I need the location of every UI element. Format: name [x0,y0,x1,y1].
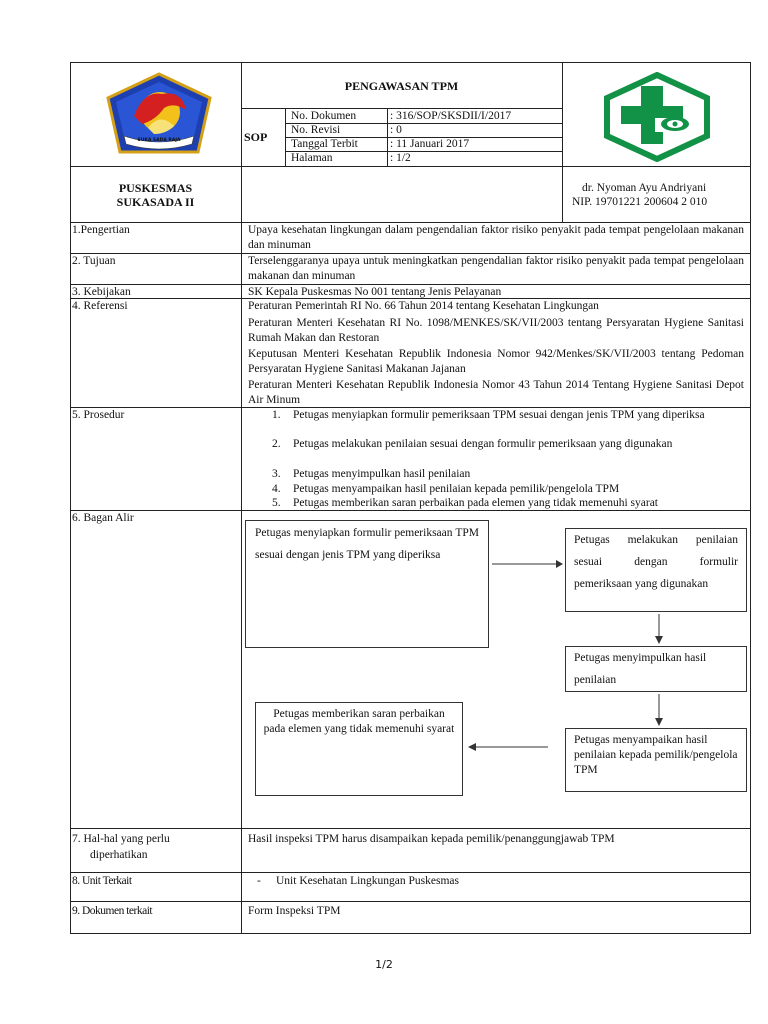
flow-box-text: Petugas menyimpulkan hasil penilaian [574,652,707,686]
page-number: 1/2 [375,958,393,971]
flow-arrow-down [652,692,666,728]
flow-box-text: Petugas memberikan saran perbaikan pada elemen yang tidak memenuhi syarat [263,708,455,735]
org-name-line1: PUSKESMAS [118,181,193,195]
page-label: Halaman [291,152,333,164]
step-number: 4. [272,483,281,495]
section-label-dokumen-terkait: 9. Dokumen terkait [72,905,153,917]
section-label-hal-hal-cont: diperhatikan [90,849,148,861]
doc-number-value: : 316/SOP/SKSDII/I/2017 [390,110,512,122]
bullet-dash: - [257,875,261,887]
section-label-unit-terkait: 8. Unit Terkait [72,875,132,887]
signer-nip: NIP. 19701221 200604 2 010 [572,196,708,208]
flow-box-assessment [565,528,747,612]
flow-box-text: Petugas menyampaikan hasil penilaian kepada pemilik/pengelola TPM [574,734,738,776]
section-text-pengertian: Upaya kesehatan lingkungan dalam pengendalian faktor risiko penyakit pada tempat pengelolaan makanan dan minuman [248,224,744,251]
section-label-bagan-alir: 6. Bagan Alir [72,512,134,524]
step-number: 1. [272,409,281,421]
step-text: Petugas melakukan penilaian sesuai dengan formulir pemeriksaan yang digunakan [293,438,673,450]
section-text-unit-terkait: Unit Kesehatan Lingkungan Puskesmas [276,875,460,887]
reference-item: Peraturan Menteri Kesehatan Republik Indonesia Nomor 43 Tahun 2014 Tentang Hygiene Sanitasi Depot Air Minum [248,379,744,406]
section-label-hal-hal: 7. Hal-hal yang perlu [72,833,170,845]
section-label-kebijakan: 3. Kebijakan [72,286,131,298]
page-value: : 1/2 [390,152,411,164]
sop-label: SOP [244,130,268,144]
section-text-tujuan: Terselenggaranya upaya untuk meningkatkan pengendalian faktor risiko penyakit pada tempat pengelolaan makanan dan minuman [248,255,744,282]
revision-value: : 0 [390,124,402,136]
document-title: PENGAWASAN TPM [344,79,459,93]
org-name-line2: SUKASADA II [116,195,195,209]
flow-box-recommendation [255,702,463,796]
reference-item: Keputusan Menteri Kesehatan Republik Indonesia Nomor 942/Menkes/SK/VII/2003 tentang Pedoman Persyaratan Hygiene Sanitasi Makanan Jajanan [248,348,744,375]
flow-box-report [565,728,747,792]
section-text-hal-hal: Hasil inspeksi TPM harus disampaikan kepada pemilik/penanggungjawab TPM [248,833,615,845]
section-label-referensi: 4. Referensi [72,300,128,312]
flow-box-prepare-form [245,520,489,648]
step-number: 3. [272,468,281,480]
puskesmas-logo [601,72,713,162]
section-label-prosedur: 5. Prosedur [72,409,125,421]
step-number: 2. [272,438,281,450]
step-number: 5. [272,497,281,509]
revision-label: No. Revisi [291,124,341,136]
reference-item: Peraturan Menteri Kesehatan RI No. 1098/MENKES/SK/VII/2003 tentang Persyaratan Hygiene Sanitasi Rumah Makan dan Restoran [248,317,744,344]
step-text: Petugas memberikan saran perbaikan pada elemen yang tidak memenuhi syarat [293,497,658,509]
section-text-kebijakan: SK Kepala Puskesmas No 001 tentang Jenis Pelayanan [248,286,502,298]
flow-box-text: Petugas menyiapkan formulir pemeriksaan TPM sesuai dengan jenis TPM yang diperiksa [255,527,479,561]
flow-arrow-right [490,557,566,571]
issue-date-label: Tanggal Terbit [291,138,358,150]
doc-number-label: No. Dokumen [291,110,357,122]
step-text: Petugas menyiapkan formulir pemeriksaan TPM sesuai dengan jenis TPM yang diperiksa [293,409,705,421]
issue-date-value: : 11 Januari 2017 [390,138,470,150]
section-label-pengertian: 1.Pengertian [72,224,130,236]
logo-banner-text: SUKA SADA RAJA [137,138,181,143]
step-text: Petugas menyampaikan hasil penilaian kepada pemilik/pengelola TPM [293,483,620,495]
signer-name: dr. Nyoman Ayu Andriyani [582,182,707,194]
regency-logo [104,72,214,158]
section-label-tujuan: 2. Tujuan [72,255,116,267]
reference-item: Peraturan Pemerintah RI No. 66 Tahun 2014 tentang Kesehatan Lingkungan [248,300,599,312]
flow-arrow-down [652,612,666,646]
flow-box-text: Petugas melakukan penilaian sesuai dengan formulir pemeriksaan yang digunakan [574,534,738,590]
section-text-dokumen-terkait: Form Inspeksi TPM [248,905,341,917]
step-text: Petugas menyimpulkan hasil penilaian [293,468,471,480]
flow-arrow-left [464,740,550,754]
flow-box-conclude [565,646,747,692]
